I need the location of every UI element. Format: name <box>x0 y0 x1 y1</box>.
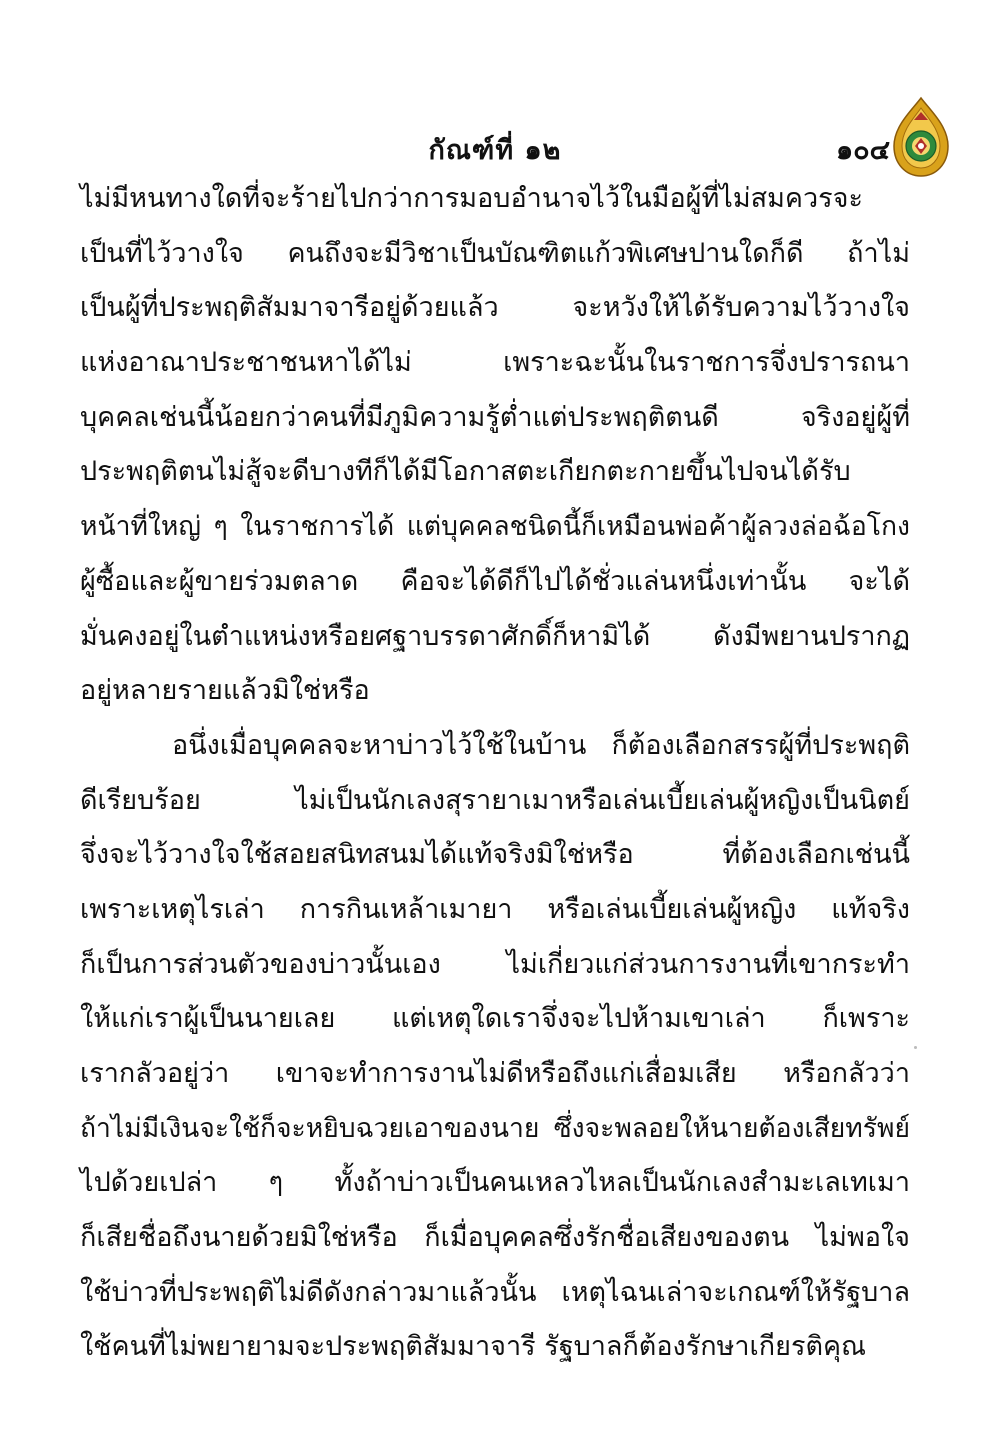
text-line: ก็เป็นการส่วนตัวของบ่าวนั้นเอง ไม่เกี่ยวแก่ส่วนการงานที่เขากระทำ <box>80 948 910 980</box>
text-line: จึ่งจะไว้วางใจใช้สอยสนิทสนมได้แท้จริงมิใช่หรือ ที่ต้องเลือกเช่นนี้ <box>80 839 910 871</box>
text-line: แห่งอาณาประชาชนหาได้ไม่ เพราะฉะนั้นในราชการจึ่งปรารถนา <box>80 347 910 379</box>
body-text <box>80 172 910 1375</box>
text-line: มั่นคงอยู่ในตำแหน่งหรือยศฐาบรรดาศักดิ์ก็หามิได้ ดังมีพยานปรากฏ <box>80 620 910 652</box>
text-line: ไม่มีหนทางใดที่จะร้ายไปกว่าการมอบอำนาจไว้ในมือผู้ที่ไม่สมควรจะ <box>80 183 863 214</box>
text-line: ไปด้วยเปล่า ๆ ทั้งถ้าบ่าวเป็นคนเหลวไหลเป็นนักเลงสำมะเลเทเมา <box>80 1167 910 1199</box>
royal-crest-emblem-icon <box>890 96 952 178</box>
text-line: เพราะเหตุไรเล่า การกินเหล้าเมายา หรือเล่นเบี้ยเล่นผู้หญิง แท้จริง <box>80 893 910 925</box>
text-line: เป็นที่ไว้วางใจ คนถึงจะมีวิชาเป็นบัณฑิตแก้วพิเศษปานใดก็ดี ถ้าไม่ <box>80 237 910 269</box>
text-line: ประพฤติตนไม่สู้จะดีบางทีก็ได้มีโอกาสตะเกียกตะกายขึ้นไปจนได้รับ <box>80 456 851 488</box>
text-line: เป็นผู้ที่ประพฤติสัมมาจารีอยู่ด้วยแล้ว จะหวังให้ได้รับความไว้วางใจ <box>80 292 910 324</box>
text-line: หน้าที่ใหญ่ ๆ ในราชการได้ แต่บุคคลชนิดนี้ก็เหมือนพ่อค้าผู้ลวงล่อฉ้อโกง <box>80 511 910 543</box>
text-line: ถ้าไม่มีเงินจะใช้ก็จะหยิบฉวยเอาของนาย ซึ่งจะพลอยให้นายต้องเสียทรัพย์ <box>80 1112 910 1144</box>
text-line: บุคคลเช่นนี้น้อยกว่าคนที่มีภูมิความรู้ต่ำแต่ประพฤติตนดี จริงอยู่ผู้ที่ <box>80 401 910 433</box>
text-line: ใช้คนที่ไม่พยายามจะประพฤติสัมมาจารี รัฐบาลก็ต้องรักษาเกียรติคุณ <box>80 1331 867 1363</box>
chapter-title: กัณฑ์ที่ ๑๒ <box>428 135 562 166</box>
page-number: ๑๐๔ <box>836 135 891 166</box>
scan-speck <box>914 1046 917 1049</box>
text-line: ผู้ซื้อและผู้ขายร่วมตลาด คือจะได้ดีก็ไปได้ชั่วแล่นหนึ่งเท่านั้น จะได้ <box>80 565 910 597</box>
text-line: ก็เสียชื่อถึงนายด้วยมิใช่หรือ ก็เมื่อบุคคลซึ่งรักชื่อเสียงของตน ไม่พอใจ <box>80 1222 910 1254</box>
text-line: อยู่หลายรายแล้วมิใช่หรือ <box>80 675 370 707</box>
text-line: ใช้บ่าวที่ประพฤติไม่ดีดังกล่าวมาแล้วนั้น เหตุไฉนเล่าจะเกณฑ์ให้รัฐบาล <box>80 1276 910 1308</box>
text-line: อนึ่งเมื่อบุคคลจะหาบ่าวไว้ใช้ในบ้าน ก็ต้องเลือกสรรผู้ที่ประพฤติ <box>172 729 910 761</box>
paragraph-1 <box>80 172 910 719</box>
text-line: ให้แก่เราผู้เป็นนายเลย แต่เหตุใดเราจึ่งจะไปห้ามเขาเล่า ก็เพราะ <box>80 1003 910 1035</box>
paragraph-2 <box>80 719 910 1375</box>
text-line: เรากลัวอยู่ว่า เขาจะทำการงานไม่ดีหรือถึงแก่เสื่อมเสีย หรือกลัวว่า <box>80 1058 910 1089</box>
text-line: ดีเรียบร้อย ไม่เป็นนักเลงสุรายาเมาหรือเล่นเบี้ยเล่นผู้หญิงเป็นนิตย์ <box>80 784 910 816</box>
